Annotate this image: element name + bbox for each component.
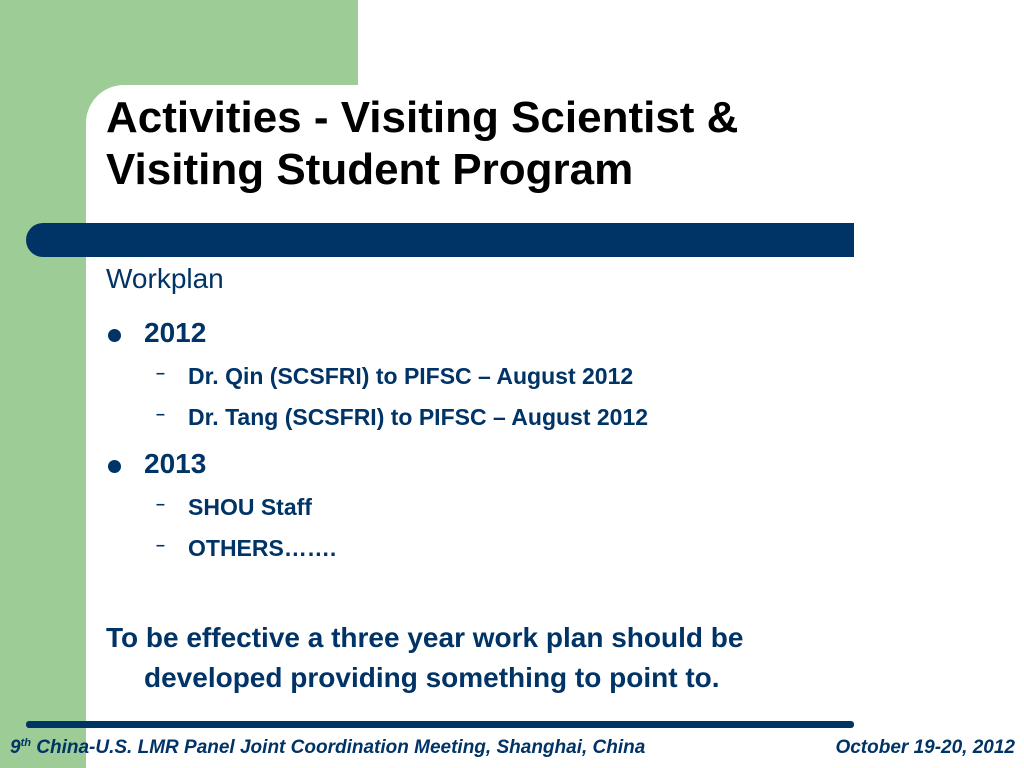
slide-title (106, 92, 966, 196)
conclusion-line-2: developed providing something to point to. (144, 662, 720, 693)
sub-item-text: OTHERS……. (188, 535, 337, 561)
workplan-heading: Workplan (106, 263, 224, 294)
footer-ordinal: 9 (10, 737, 21, 758)
footer-ordinal-suffix: th (20, 737, 31, 749)
bullet-dot-icon (108, 460, 121, 473)
bullet-label: 2013 (144, 448, 207, 479)
sub-item-text: SHOU Staff (188, 494, 312, 520)
bullet-label: 2012 (144, 317, 207, 348)
footer-meeting (10, 737, 645, 759)
dash-icon: – (156, 365, 165, 382)
footer-dates: October 19-20, 2012 (835, 737, 1015, 758)
slide-title-line-1: Activities - Visiting Scientist & (106, 93, 739, 142)
dash-icon: – (156, 406, 165, 423)
dash-icon: – (156, 537, 165, 554)
title-divider-bar (26, 223, 854, 257)
conclusion-text (106, 618, 906, 698)
sub-item-text: Dr. Tang (SCSFRI) to PIFSC – August 2012 (188, 404, 649, 430)
dash-icon: – (156, 496, 165, 513)
footer-divider-bar (26, 721, 854, 728)
slide-footer (10, 737, 1015, 763)
green-decor-strip (0, 255, 86, 768)
bullet-dot-icon (108, 329, 121, 342)
sub-item-text: Dr. Qin (SCSFRI) to PIFSC – August 2012 (188, 363, 634, 389)
conclusion-line-1: To be effective a three year work plan should be (106, 622, 744, 653)
footer-meeting-name: China-U.S. LMR Panel Joint Coordination Meeting, Shanghai, China (30, 737, 646, 758)
slide-title-line-2: Visiting Student Program (106, 145, 634, 194)
